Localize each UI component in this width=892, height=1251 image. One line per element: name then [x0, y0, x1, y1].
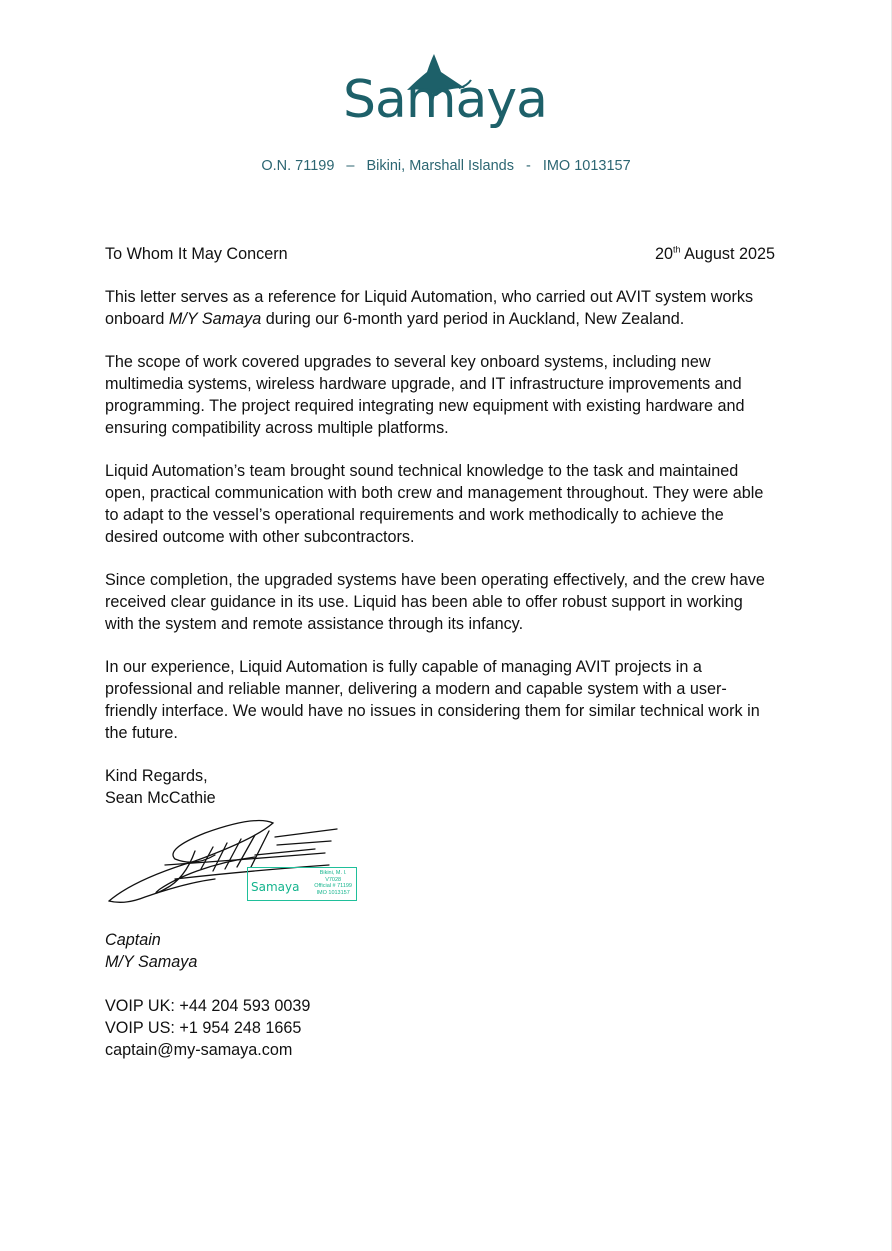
stamp-text: Bikini, M. I. V7028 Official # 71199 IMO 1013157: [314, 870, 352, 896]
logo-wordmark: Samaya: [343, 70, 548, 130]
signatory-name: Sean McCathie: [105, 789, 216, 807]
signatory-vessel: M/Y Samaya: [105, 953, 198, 971]
vessel-stamp: [247, 867, 357, 901]
paragraph-1: This letter serves as a reference for Liquid Automation, who carried out AVIT system works onboard M/Y Samaya during our 6-month yard period in Auckland, New Zealand.: [105, 288, 754, 328]
letter-body: [105, 243, 775, 1061]
imo-number: IMO 1013157: [542, 158, 631, 174]
letter-date: 20th August 2025: [654, 244, 775, 263]
voip-us: VOIP US: +1 954 248 1665: [105, 1019, 302, 1037]
email-address[interactable]: captain@my-samaya.com: [105, 1041, 293, 1059]
separator: –: [346, 158, 355, 174]
port-of-registry: Bikini, Marshall Islands: [366, 158, 514, 174]
paragraph-5: In our experience, Liquid Automation is fully capable of managing AVIT projects in a professional and reliable manner, delivering a modern and capable system with a user-friendly interface. We would have no issues in considering them for similar technical work in the future.: [105, 658, 760, 742]
separator: -: [525, 158, 531, 174]
salutation-row: [105, 243, 775, 265]
paragraph-4: Since completion, the upgraded systems have been operating effectively, and the crew have received clear guidance in its use. Liquid has been able to offer robust support in working with the system and remote assistance through its infancy.: [105, 571, 765, 633]
vessel-name: M/Y Samaya: [168, 310, 262, 328]
contact-details: [105, 995, 775, 1061]
vessel-registration-line: [0, 158, 892, 174]
salutation: To Whom It May Concern: [105, 245, 288, 263]
voip-uk: VOIP UK: +44 204 593 0039: [105, 997, 311, 1015]
samaya-logo: [335, 50, 565, 150]
paragraph-3: Liquid Automation’s team brought sound technical knowledge to the task and maintained open, practical communication with both crew and management throughout. They were able to adapt to the vessel’s operational requirements and work methodically to achieve the desired outcome with other subcontractors.: [105, 462, 764, 546]
official-number: O.N. 71199: [261, 158, 335, 174]
signature-block: [105, 809, 375, 919]
paragraph-2: The scope of work covered upgrades to several key onboard systems, including new multimedia systems, wireless hardware upgrade, and IT infrastructure improvements and programming. The project required integrating new equipment with existing hardware and ensuring compatibility across multiple platforms.: [105, 353, 745, 437]
handwritten-signature: [105, 809, 375, 919]
signatory-title: Captain: [105, 931, 161, 949]
closing: Kind Regards,: [105, 767, 208, 785]
stamp-logo: Samaya: [251, 880, 300, 894]
